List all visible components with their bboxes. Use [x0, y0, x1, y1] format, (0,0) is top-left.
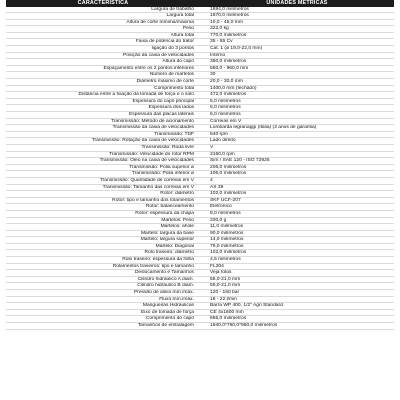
- metric-value-cell: 6,0 milímetros: [200, 105, 394, 112]
- characteristic-cell: Espaçamento entre os 2 pontos inferiores: [6, 65, 200, 72]
- metric-value-cell: V: [200, 144, 394, 151]
- table-row: [6, 39, 394, 46]
- characteristic-cell: Peso: [6, 26, 200, 33]
- characteristic-cell: Altura do capô: [6, 59, 200, 66]
- table-row: [6, 52, 394, 59]
- table-row: [6, 171, 394, 178]
- table-row: [6, 85, 394, 92]
- metric-value-cell: 665,0 milímetros: [200, 316, 394, 323]
- table-row: [6, 290, 394, 297]
- table-row: [6, 204, 394, 211]
- metric-value-cell: Eletrônico: [200, 204, 394, 211]
- table-row: [6, 26, 394, 33]
- metric-value-cell: 18 - 22 l/min: [200, 296, 394, 303]
- metric-value-cell: Barra WP 400, 1/2" Agri Standard: [200, 303, 394, 310]
- metric-value-cell: 1840,0*760,0*960,0 milímetros: [200, 323, 394, 330]
- characteristic-cell: Altura total: [6, 32, 200, 39]
- metric-value-cell: Veja fotos: [200, 270, 394, 277]
- characteristic-cell: Cilindro hidráulico B diam.: [6, 283, 200, 290]
- metric-value-cell: AX 39: [200, 184, 394, 191]
- metric-value-cell: 102,0 milímetros: [200, 250, 394, 257]
- metric-value-cell: 8,0 milímetros: [200, 210, 394, 217]
- table-row: [6, 138, 394, 145]
- metric-value-cell: Lado direito: [200, 138, 394, 145]
- table-row: [6, 144, 394, 151]
- table-row: [6, 13, 394, 20]
- table-row: [6, 151, 394, 158]
- table-row: [6, 65, 394, 72]
- characteristic-cell: Tamanhos de embalagem: [6, 323, 200, 330]
- table-row: [6, 224, 394, 231]
- table-row: [6, 191, 394, 198]
- table-row: [6, 250, 394, 257]
- characteristic-cell: Espessura das placas laterais: [6, 112, 200, 119]
- metric-value-cell: 4: [200, 177, 394, 184]
- metric-value-cell: 102,0 milímetros: [200, 191, 394, 198]
- metric-value-cell: Correias em V: [200, 118, 394, 125]
- metric-value-cell: 55,0-21,0 mm: [200, 276, 394, 283]
- metric-value-cell: 206,0 milímetros: [200, 164, 394, 171]
- table-row: [6, 125, 394, 132]
- table-row: [6, 46, 394, 53]
- characteristic-cell: Distância entre a fixação da tomada de força e o solo: [6, 92, 200, 99]
- table-row: [6, 270, 394, 277]
- table-row: [6, 263, 394, 270]
- table-row: [6, 105, 394, 112]
- table-row: [6, 230, 394, 237]
- table-row: [6, 32, 394, 39]
- metric-value-cell: 770,0 milímetros: [200, 32, 394, 39]
- metric-value-cell: 650,0 - 960,0 mm: [200, 65, 394, 72]
- characteristic-cell: Martelos: ahole: [6, 224, 200, 231]
- characteristic-cell: Espessura dos lados: [6, 105, 200, 112]
- metric-value-cell: 322,0 kg: [200, 26, 394, 33]
- characteristic-cell: Martelos: Peso: [6, 217, 200, 224]
- table-row: [6, 237, 394, 244]
- table-row: [6, 276, 394, 283]
- characteristic-cell: Transmissão: Velocidade do rotor RPM: [6, 151, 200, 158]
- metric-value-cell: 4,5 milímetros: [200, 257, 394, 264]
- characteristic-cell: Pressão de alivio mín./máx.: [6, 290, 200, 297]
- characteristic-cell: Transmissão: Polia inferior ø: [6, 171, 200, 178]
- characteristic-cell: Transmissão: Quantidade de correias em V: [6, 177, 200, 184]
- characteristic-cell: Comprimento total: [6, 85, 200, 92]
- characteristic-cell: Altura de corte mínima/máxima: [6, 19, 200, 26]
- characteristic-cell: Posição da caixa de velocidades: [6, 52, 200, 59]
- characteristic-cell: Fluxo mín./máx.: [6, 296, 200, 303]
- table-row: [6, 184, 394, 191]
- metric-value-cell: 14,0 milímetros: [200, 237, 394, 244]
- characteristic-cell: Rotor: espessura da chapa: [6, 210, 200, 217]
- table-row: [6, 197, 394, 204]
- table-body: [6, 7, 394, 330]
- table-row: [6, 112, 394, 119]
- characteristic-cell: Rolo traseiro: diâmetro: [6, 250, 200, 257]
- characteristic-cell: Largura total: [6, 13, 200, 20]
- metric-value-cell: 3150,0 rpm: [200, 151, 394, 158]
- characteristic-cell: Martelo: largura da base: [6, 230, 200, 237]
- characteristic-cell: Número de martelos: [6, 72, 200, 79]
- specifications-table: [6, 0, 394, 330]
- table-row: [6, 210, 394, 217]
- metric-value-cell: 330,0 g: [200, 217, 394, 224]
- characteristic-cell: Comprimento do capô: [6, 316, 200, 323]
- table-row: [6, 79, 394, 86]
- characteristic-cell: Cilindro hidráulico A diam.: [6, 276, 200, 283]
- characteristic-cell: Espessura do capô principal: [6, 98, 200, 105]
- characteristic-cell: Transmissão: Óleo na caixa de velocidades: [6, 158, 200, 165]
- table-row: [6, 118, 394, 125]
- characteristic-cell: Transmissão: Roda livre: [6, 144, 200, 151]
- characteristic-cell: Rolo traseiro: espessura da folha: [6, 257, 200, 264]
- table-row: [6, 19, 394, 26]
- table-row: [6, 59, 394, 66]
- table-row: [6, 98, 394, 105]
- metric-value-cell: 350,0 milímetros: [200, 59, 394, 66]
- metric-value-cell: 30: [200, 72, 394, 79]
- metric-value-cell: SKF UCF-207: [200, 197, 394, 204]
- table-row: [6, 303, 394, 310]
- metric-value-cell: 106,0 milímetros: [200, 171, 394, 178]
- metric-value-cell: Cat. 1 (ø 19,0-22,0 mm): [200, 46, 394, 53]
- characteristic-cell: Martelo: largura superior: [6, 237, 200, 244]
- metric-value-cell: 75,0 milímetros: [200, 243, 394, 250]
- metric-value-cell: Lombarda legranaggi (Itália) (3 anos de garantia): [200, 125, 394, 132]
- metric-value-cell: CE 4x1600 mm: [200, 309, 394, 316]
- metric-value-cell: 11,0 milímetros: [200, 224, 394, 231]
- characteristic-cell: Rolamentos traseiros: tipo e tamanho: [6, 263, 200, 270]
- characteristic-cell: Rotor: diâmetro: [6, 191, 200, 198]
- characteristic-cell: Transmissão: Rotação da caixa de velocidades: [6, 138, 200, 145]
- metric-value-cell: 10,0 - 45,0 mm: [200, 19, 394, 26]
- characteristic-cell: Transmissão da caixa de velocidades: [6, 125, 200, 132]
- table-row: [6, 158, 394, 165]
- metric-value-cell: 1870,0 milímetros: [200, 13, 394, 20]
- characteristic-cell: Transmissão: Método de acionamento: [6, 118, 200, 125]
- characteristic-cell: Diâmetro máximo de corte: [6, 79, 200, 86]
- characteristic-cell: Eixo de tomada de força: [6, 309, 200, 316]
- table-row: [6, 177, 394, 184]
- characteristic-cell: Mangueiras Hidráulicas: [6, 303, 200, 310]
- table-row: [6, 309, 394, 316]
- table-row: [6, 92, 394, 99]
- metric-value-cell: Interno: [200, 52, 394, 59]
- metric-value-cell: 472,0 milímetros: [200, 92, 394, 99]
- header-characteristic: CARACTERÍSTICA: [6, 0, 200, 7]
- characteristic-cell: Transmissão: Polia superior ø: [6, 164, 200, 171]
- characteristic-cell: Transmissão: TDF: [6, 131, 200, 138]
- characteristic-cell: ligação do 3 pontos: [6, 46, 200, 53]
- metric-value-cell: 55,0-21,0 mm: [200, 283, 394, 290]
- characteristic-cell: Martelo: Diagonal: [6, 243, 200, 250]
- table-row: [6, 316, 394, 323]
- table-row: [6, 72, 394, 79]
- metric-value-cell: 1400,0 mm (fechado): [200, 85, 394, 92]
- metric-value-cell: FL204: [200, 263, 394, 270]
- table-row: [6, 217, 394, 224]
- metric-value-cell: 6,0 milímetros: [200, 112, 394, 119]
- characteristic-cell: Rotor: tipo e tamanho dos rolamentos: [6, 197, 200, 204]
- header-metric-units: UNIDADES MÉTRICAS: [200, 0, 394, 7]
- metric-value-cell: 35 - 55 Cv: [200, 39, 394, 46]
- characteristic-cell: Deslocamento e Tamanhos: [6, 270, 200, 277]
- metric-value-cell: 1694,0 milímetros: [200, 7, 394, 13]
- characteristic-cell: Rotor: balanceamento: [6, 204, 200, 211]
- table-row: [6, 283, 394, 290]
- table-row: [6, 164, 394, 171]
- table-row: [6, 243, 394, 250]
- metric-value-cell: 90,0 milímetros: [200, 230, 394, 237]
- table-row: [6, 257, 394, 264]
- metric-value-cell: 120 - 150 bar: [200, 290, 394, 297]
- table-row: [6, 323, 394, 330]
- table-row: [6, 131, 394, 138]
- metric-value-cell: 20,0 - 30,0 mm: [200, 79, 394, 86]
- table-row: [6, 296, 394, 303]
- characteristic-cell: Faixa de potência do trator: [6, 39, 200, 46]
- metric-value-cell: 540 rpm: [200, 131, 394, 138]
- metric-value-cell: 5,0 milímetros: [200, 98, 394, 105]
- metric-value-cell: Sim / SAE 120 - ISO 72925: [200, 158, 394, 165]
- characteristic-cell: Largura de trabalho: [6, 7, 200, 13]
- characteristic-cell: Transmissão: Tamanho das correias em V: [6, 184, 200, 191]
